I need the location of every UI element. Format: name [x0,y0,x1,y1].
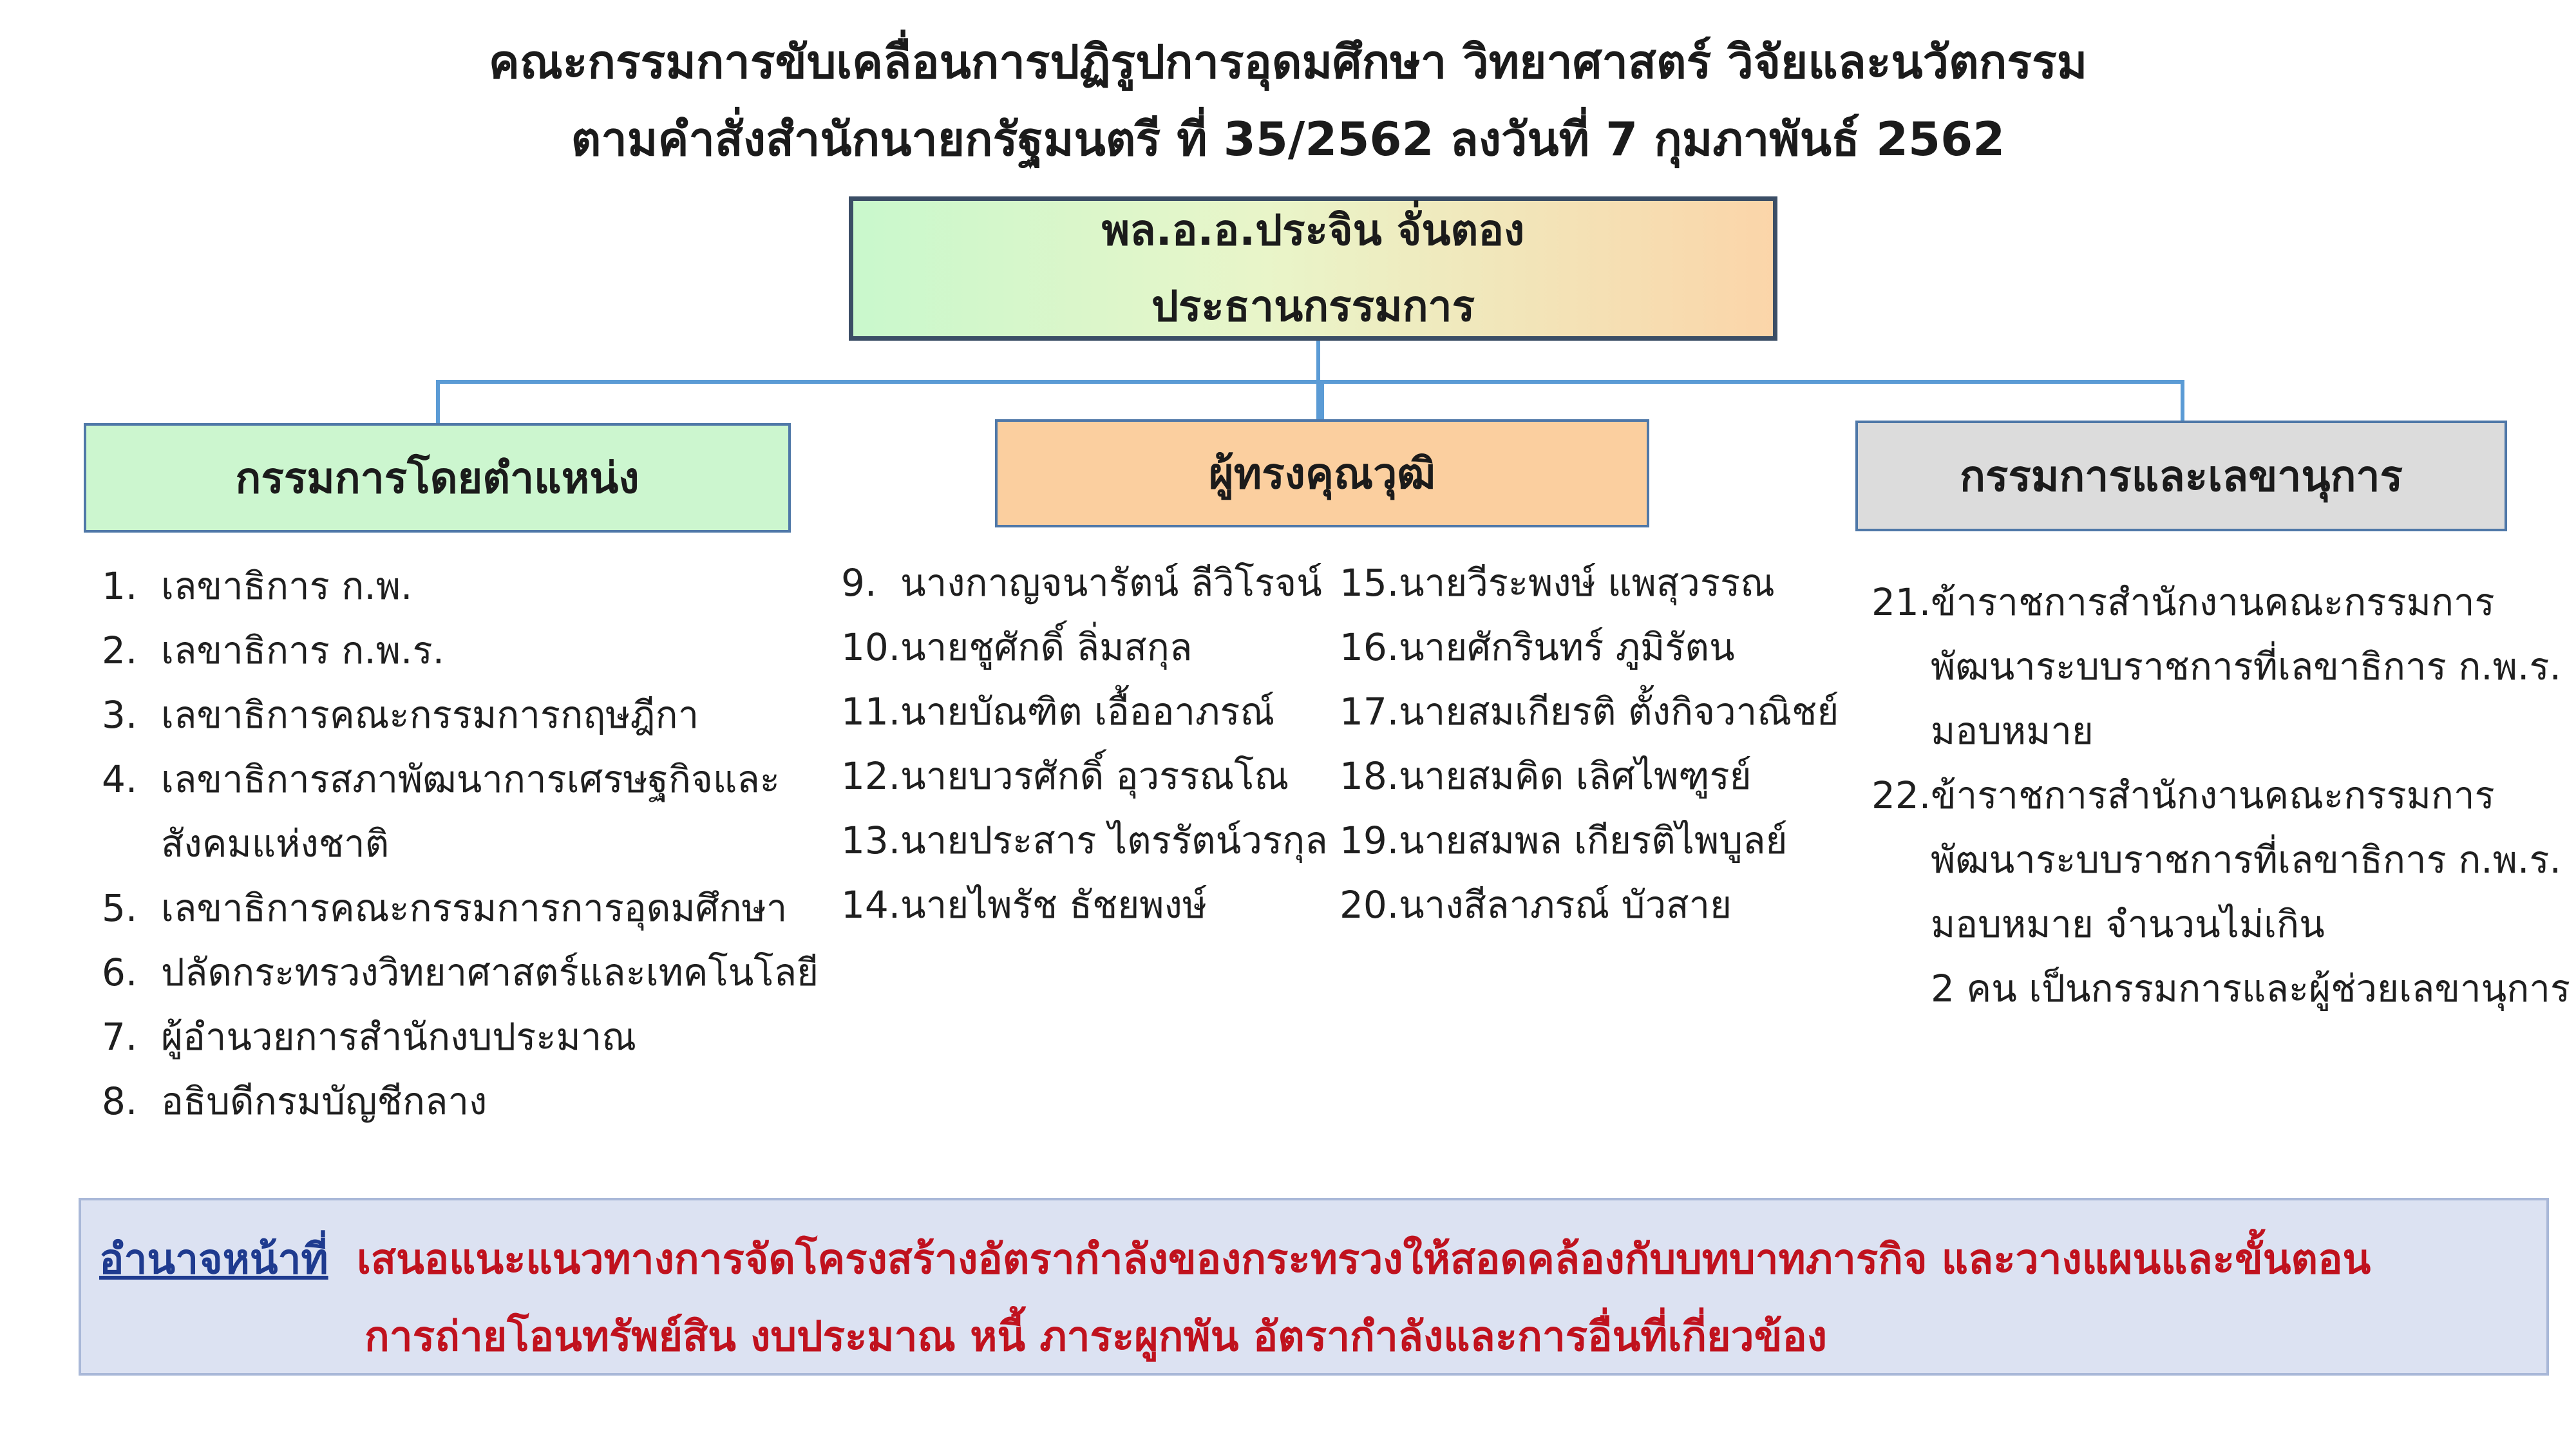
member-number: 5. [102,886,138,930]
member-text: ผู้อำนวยการสำนักงบประมาณ [161,1015,637,1059]
member-text-line: 2 คน เป็นกรรมการและผู้ช่วยเลขานุการ [1931,967,2571,1010]
connector-right [2181,380,2184,421]
secretary-member-item [1871,570,2570,763]
member-text: นายประสาร ไตรรัตน์วรกุล [900,819,1328,862]
exofficio-member-item [102,618,819,683]
member-text: นางสีลาภรณ์ บัวสาย [1399,883,1732,927]
group-experts-label: ผู้ทรงคุณวุฒิ [1209,448,1435,498]
member-text: เลขาธิการ ก.พ.ร. [161,629,445,672]
duty-box [79,1198,2549,1376]
member-text: นายวีระพงษ์ แพสุวรรณ [1399,561,1775,605]
chairman-box [849,196,1777,341]
member-text: นายบวรศักดิ์ อุวรรณโณ [900,754,1289,798]
member-text [1931,763,2570,1021]
member-number: 4. [102,757,138,801]
member-text: สังคมแห่งชาติ [161,822,390,866]
exofficio-member-item [102,554,819,618]
member-number: 22. [1871,773,1931,817]
member-number: 8. [102,1079,138,1123]
connector-horizontal [436,380,2184,384]
exofficio-member-list [102,554,819,1133]
duty-label: อำนาจหน้าที่ [99,1236,328,1283]
connector-left [436,380,440,423]
exofficio-member-item [102,940,819,1005]
member-number: 12. [841,754,901,798]
title-line-1: คณะกรรมการขับเคลื่อนการปฏิรูปการอุดมศึกษา วิทยาศาสตร์ วิจัยและนวัตกรรม [488,35,2088,89]
member-text: ปลัดกระทรวงวิทยาศาสตร์และเทคโนโลยี [161,951,819,994]
exofficio-member-item [102,683,819,747]
group-exofficio-label: กรรมการโดยตำแหน่ง [235,453,639,503]
secretary-member-item [1871,763,2570,1021]
member-number: 3. [102,693,138,737]
member-number: 15. [1340,561,1399,605]
member-text: อธิบดีกรมบัญชีกลาง [161,1079,488,1123]
expert-member-item [841,615,1328,679]
member-text: เลขาธิการสภาพัฒนาการเศรษฐกิจและ [161,757,780,801]
member-text-line: ข้าราชการสำนักงานคณะกรรมการ [1931,580,2495,624]
member-text: เลขาธิการ ก.พ. [161,564,413,608]
member-number: 21. [1871,580,1931,624]
expert-member-item [841,873,1328,937]
member-text-line: พัฒนาระบบราชการที่เลขาธิการ ก.พ.ร. [1931,838,2562,882]
member-text-line: มอบหมาย จำนวนไม่เกิน [1931,902,2325,946]
member-number: 13. [841,819,901,862]
expert-member-item [1340,808,1839,873]
expert-member-item [1340,873,1839,937]
member-number: 9. [841,561,877,605]
exofficio-member-item [102,747,819,811]
member-text: นายศักรินทร์ ภูมิรัตน [1399,625,1735,669]
member-number: 2. [102,629,138,672]
expert-member-item [841,551,1328,615]
chairman-role: ประธานกรรมการ [1151,281,1475,331]
group-experts-box [995,419,1649,527]
member-number: 11. [841,690,901,734]
duty-text-line-1: เสนอแนะแนวทางการจัดโครงสร้างอัตรากำลังของกระทรวงให้สอดคล้องกับบทบาทภารกิจ และวางแผนและขั้นตอน [357,1236,2371,1283]
member-text-line: มอบหมาย [1931,709,2094,753]
expert-member-item [841,808,1328,873]
expert-member-item [841,744,1328,808]
member-text: นายสมเกียรติ ตั้งกิจวาณิชย์ [1399,690,1839,734]
expert-member-list-right [1340,551,1839,937]
member-number: 1. [102,564,138,608]
member-number: 16. [1340,625,1399,669]
connector-middle [1320,380,1324,419]
member-number: 17. [1340,690,1399,734]
member-number: 10. [841,625,901,669]
chairman-name: พล.อ.อ.ประจิน จั่นตอง [1101,205,1525,255]
member-text-line: ข้าราชการสำนักงานคณะกรรมการ [1931,773,2495,817]
member-number: 7. [102,1015,138,1059]
member-number: 19. [1340,819,1399,862]
exofficio-member-item [102,876,819,940]
expert-member-item [1340,744,1839,808]
title-line-2: ตามคำสั่งสำนักนายกรัฐมนตรี ที่ 35/2562 ลงวันที่ 7 กุมภาพันธ์ 2562 [571,112,2005,166]
member-number [102,811,161,876]
member-number: 14. [841,883,901,927]
member-text: นายบัณฑิต เอื้ออาภรณ์ [900,690,1275,734]
expert-member-item [1340,679,1839,744]
exofficio-member-item [102,1005,819,1069]
member-text: นายไพรัช ธัชยพงษ์ [900,883,1208,927]
member-text: นางกาญจนารัตน์ ลีวิโรจน์ [900,561,1322,605]
exofficio-member-item [102,1069,819,1133]
member-text [1931,570,2561,763]
member-text: นายสมพล เกียรติไพบูลย์ [1399,819,1788,862]
group-secretary-label: กรรมการและเลขานุการ [1959,451,2403,501]
secretary-member-list [1871,570,2570,1021]
member-number: 6. [102,951,138,994]
expert-member-item [1340,615,1839,679]
exofficio-member-item [102,811,819,876]
duty-text-line-2: การถ่ายโอนทรัพย์สิน งบประมาณ หนี้ ภาระผูกพัน อัตรากำลังและการอื่นที่เกี่ยวข้อง [365,1313,1827,1361]
group-secretary-box [1855,421,2507,531]
member-text: เลขาธิการคณะกรรมการกฤษฎีกา [161,693,699,737]
member-number: 18. [1340,754,1399,798]
member-text: เลขาธิการคณะกรรมการการอุดมศึกษา [161,886,788,930]
expert-member-item [1340,551,1839,615]
member-text: นายสมคิด เลิศไพฑูรย์ [1399,754,1752,798]
expert-member-list-left [841,551,1328,937]
member-text: นายชูศักดิ์ ลิ่มสกุล [900,625,1193,669]
group-exofficio-box [84,423,791,533]
expert-member-item [841,679,1328,744]
member-number: 20. [1340,883,1399,927]
member-text-line: พัฒนาระบบราชการที่เลขาธิการ ก.พ.ร. [1931,645,2562,688]
